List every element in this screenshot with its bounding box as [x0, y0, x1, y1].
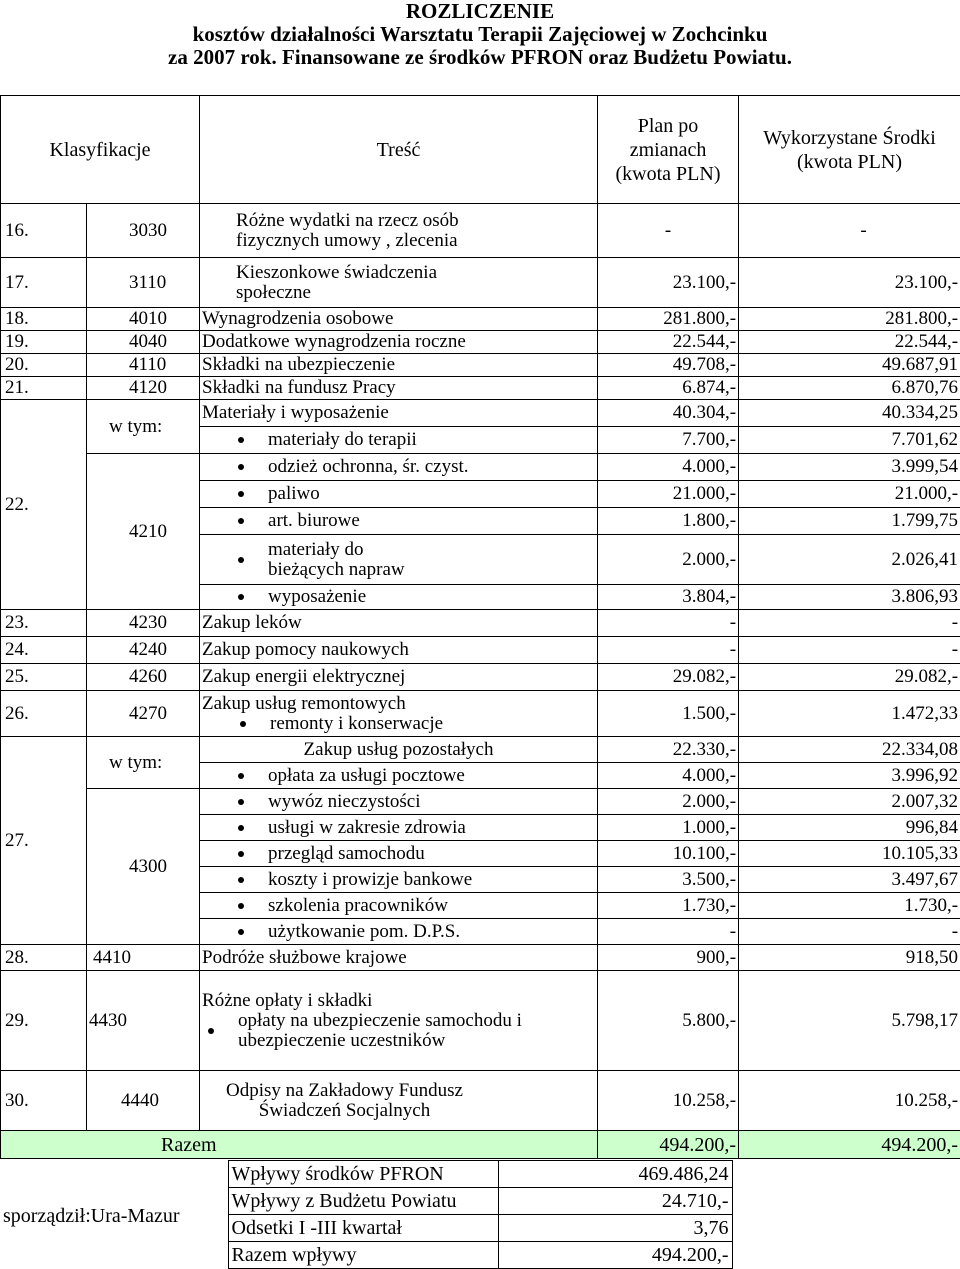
table-row: koszty i prowizje bankowe 3.500,- 3.497,67: [1, 867, 960, 893]
total-row: [1, 1131, 960, 1159]
table-row: usługi w zakresie zdrowia 1.000,- 996,84: [1, 815, 960, 841]
income-table: [0, 1160, 960, 1269]
table-row: art. biurowe 1.800,- 1.799,75: [1, 508, 960, 535]
header-wykorzystane: Wykorzystane Środki (kwota PLN): [739, 96, 960, 204]
table-row: 28. 4410 Podróże służbowe krajowe 900,- 918,50: [1, 945, 960, 971]
table-row: 27. w tym: Zakup usług pozostałych 22.330,- 22.334,08: [1, 737, 960, 763]
table-row: 21. 4120 Składki na fundusz Pracy 6.874,- 6.870,76: [1, 377, 960, 400]
table-row: 20. 4110 Składki na ubezpieczenie 49.708,- 49.687,91: [1, 354, 960, 377]
table-row: użytkowanie pom. D.P.S. - -: [1, 919, 960, 945]
header-klasyfikacje: Klasyfikacje: [1, 96, 200, 204]
table-row: 18. 4010 Wynagrodzenia osobowe 281.800,- 281.800,-: [1, 308, 960, 331]
table-row: 19. 4040 Dodatkowe wynagrodzenia roczne 22.544,- 22.544,-: [1, 331, 960, 354]
total-plan: 494.200,-: [598, 1131, 739, 1159]
income-row: Wpływy z Budżetu Powiatu 24.710,-: [0, 1188, 960, 1215]
income-row: sporządził:Ura-Mazur Wpływy środków PFRON 469.486,24: [0, 1161, 960, 1188]
table-row: materiały do bieżących napraw 2.000,- 2.026,41: [1, 535, 960, 585]
table-row: 22. w tym: Materiały i wyposażenie 40.304,- 40.334,25: [1, 400, 960, 427]
header-plan: Plan po zmianach (kwota PLN): [598, 96, 739, 204]
table-row: 30. 4440 Odpisy na Zakładowy Fundusz Świadczeń Socjalnych 10.258,- 10.258,-: [1, 1071, 960, 1131]
signature: sporządził:Ura-Mazur: [3, 1204, 180, 1227]
table-row: 25. 4260 Zakup energii elektrycznej 29.082,- 29.082,-: [1, 664, 960, 691]
table-row: 16. 3030 Różne wydatki na rzecz osób fizycznych umowy , zlecenia - -: [1, 204, 960, 258]
table-row: wyposażenie 3.804,- 3.806,93: [1, 585, 960, 610]
table-row: szkolenia pracowników 1.730,- 1.730,-: [1, 893, 960, 919]
table-row: 4210 odzież ochronna, śr. czyst. 4.000,- 3.999,54: [1, 454, 960, 481]
table-row: 17. 3110 Kieszonkowe świadczenia społeczne 23.100,- 23.100,-: [1, 258, 960, 308]
total-used: 494.200,-: [739, 1131, 960, 1159]
document-title: ROZLICZENIE: [405, 0, 555, 23]
table-row: 24. 4240 Zakup pomocy naukowych - -: [1, 637, 960, 664]
table-row: 29. 4430 Różne opłaty i składki opłaty na ubezpieczenie samochodu i ubezpieczenie uczestników 5.800,- 5.798,17: [1, 971, 960, 1071]
total-label: Razem: [1, 1131, 598, 1159]
document-subtitle-line-1: kosztów działalności Warsztatu Terapii Zajęciowej w Zochcinku: [192, 22, 768, 46]
header-tresc: Treść: [200, 96, 598, 204]
table-row: 4300 wywóz nieczystości 2.000,- 2.007,32: [1, 789, 960, 815]
document-subtitle-line-2: za 2007 rok. Finansowane ze środków PFRON oraz Budżetu Powiatu.: [168, 45, 792, 69]
cost-table: [0, 95, 960, 1159]
table-header-row: [1, 96, 960, 204]
income-row: Razem wpływy 494.200,-: [0, 1242, 960, 1269]
table-row: 26. 4270 Zakup usług remontowych remonty i konserwacje 1.500,- 1.472,33: [1, 691, 960, 737]
table-row: materiały do terapii 7.700,- 7.701,62: [1, 427, 960, 454]
table-row: paliwo 21.000,- 21.000,-: [1, 481, 960, 508]
income-row: Odsetki I -III kwartał 3,76: [0, 1215, 960, 1242]
table-row: 23. 4230 Zakup leków - -: [1, 610, 960, 637]
table-row: opłata za usługi pocztowe 4.000,- 3.996,92: [1, 763, 960, 789]
table-row: przegląd samochodu 10.100,- 10.105,33: [1, 841, 960, 867]
